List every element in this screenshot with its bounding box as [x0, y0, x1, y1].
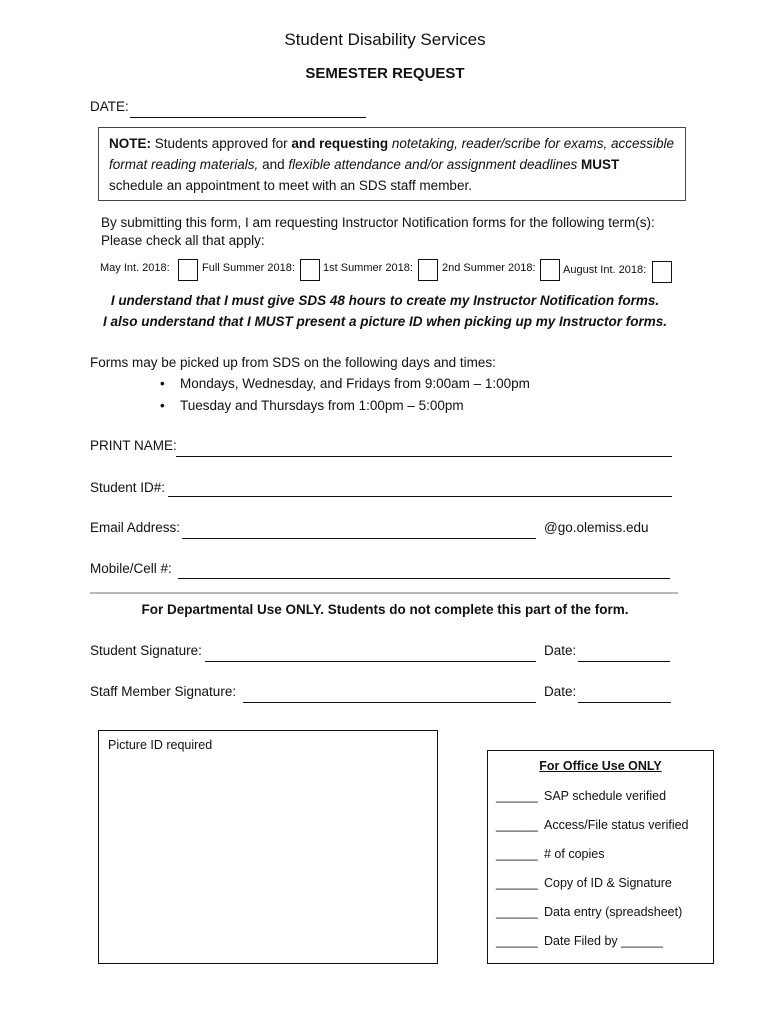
form-title: SEMESTER REQUEST	[305, 65, 465, 82]
term-label-1st-summer: 1st Summer 2018:	[323, 262, 413, 274]
term-label-2nd-summer: 2nd Summer 2018:	[442, 262, 536, 274]
print-name-label: PRINT NAME:	[90, 438, 177, 453]
office-item-label: Date Filed by ______	[544, 934, 663, 948]
office-blank[interactable]: ______	[496, 934, 538, 948]
note-text-3: schedule an appointment to meet with an SDS staff member.	[109, 178, 472, 193]
section-divider	[90, 592, 678, 594]
student-id-label: Student ID#:	[90, 480, 166, 495]
staff-date-label: Date:	[544, 684, 577, 699]
request-line-1: By submitting this form, I am requesting Instructor Notification forms for the following term(s):	[101, 215, 655, 230]
student-signature-label: Student Signature:	[90, 643, 202, 658]
checkbox-may-int[interactable]	[178, 259, 198, 281]
note-text-2: and	[258, 157, 289, 172]
student-date-label: Date:	[544, 643, 577, 658]
email-field[interactable]	[182, 538, 536, 539]
office-item-label: Access/File status verified	[544, 818, 689, 832]
print-name-field[interactable]	[176, 456, 672, 457]
student-id-field[interactable]	[168, 496, 672, 497]
list-item: • Mondays, Wednesday, and Fridays from 9:00am – 1:00pm	[160, 373, 530, 395]
checkbox-2nd-summer[interactable]	[540, 259, 560, 281]
staff-signature-label: Staff Member Signature:	[90, 684, 237, 699]
mobile-label: Mobile/Cell #:	[90, 561, 172, 576]
office-blank[interactable]: ______	[496, 789, 538, 803]
office-item	[496, 905, 682, 919]
staff-signature-field[interactable]	[243, 702, 536, 703]
staff-date-field[interactable]	[578, 702, 671, 703]
email-domain: @go.olemiss.edu	[544, 520, 649, 535]
mobile-field[interactable]	[178, 578, 670, 579]
note-box	[98, 127, 686, 201]
student-signature-field[interactable]	[205, 661, 536, 662]
note-lead: NOTE:	[109, 136, 151, 151]
office-item-label: Copy of ID & Signature	[544, 876, 672, 890]
office-item	[496, 818, 689, 832]
understand-line-1: I understand that I must give SDS 48 hours to create my Instructor Notification forms.	[110, 293, 660, 308]
understand-line-2: I also understand that I MUST present a picture ID when picking up my Instructor forms.	[102, 314, 668, 329]
term-label-august: August Int. 2018:	[563, 264, 647, 276]
email-label: Email Address:	[90, 520, 181, 535]
list-item: • Tuesday and Thursdays from 1:00pm – 5:00pm	[160, 395, 530, 417]
note-italic-1: notetaking, reader/scribe for exams, accessible format reading materials,	[109, 136, 674, 172]
office-item	[496, 789, 666, 803]
student-date-field[interactable]	[578, 661, 670, 662]
office-item-label: # of copies	[544, 847, 605, 861]
office-use-box	[487, 750, 714, 964]
date-line[interactable]	[130, 117, 366, 118]
office-item	[496, 847, 604, 861]
office-item-label: SAP schedule verified	[544, 789, 667, 803]
note-text-1: Students approved for	[151, 136, 292, 151]
checkbox-full-summer[interactable]	[300, 259, 320, 281]
pickup-times-list	[160, 373, 530, 417]
office-blank[interactable]: ______	[496, 818, 538, 832]
term-label-full-summer: Full Summer 2018:	[202, 262, 295, 274]
note-italic-2: flexible attendance and/or assignment deadlines	[288, 157, 578, 172]
office-blank[interactable]: ______	[496, 847, 538, 861]
office-item	[496, 934, 663, 948]
request-line-2: Please check all that apply:	[101, 233, 265, 248]
note-bold-1: and requesting	[291, 136, 389, 151]
checkbox-1st-summer[interactable]	[418, 259, 438, 281]
note-bold-2: MUST	[577, 157, 620, 172]
office-blank[interactable]: ______	[496, 905, 538, 919]
term-label-may: May Int. 2018:	[100, 262, 170, 274]
office-use-title: For Office Use ONLY	[539, 759, 662, 773]
pickup-intro: Forms may be picked up from SDS on the following days and times:	[90, 355, 496, 370]
picture-id-box	[98, 730, 438, 964]
checkbox-august-int[interactable]	[652, 261, 672, 283]
picture-id-label: Picture ID required	[108, 738, 213, 752]
dept-heading: For Departmental Use ONLY. Students do not complete this part of the form.	[141, 602, 629, 617]
org-name: Student Disability Services	[284, 30, 486, 49]
office-item	[496, 876, 672, 890]
office-item-label: Data entry (spreadsheet)	[544, 905, 683, 919]
office-blank[interactable]: ______	[496, 876, 538, 890]
date-label: DATE:	[90, 99, 129, 114]
